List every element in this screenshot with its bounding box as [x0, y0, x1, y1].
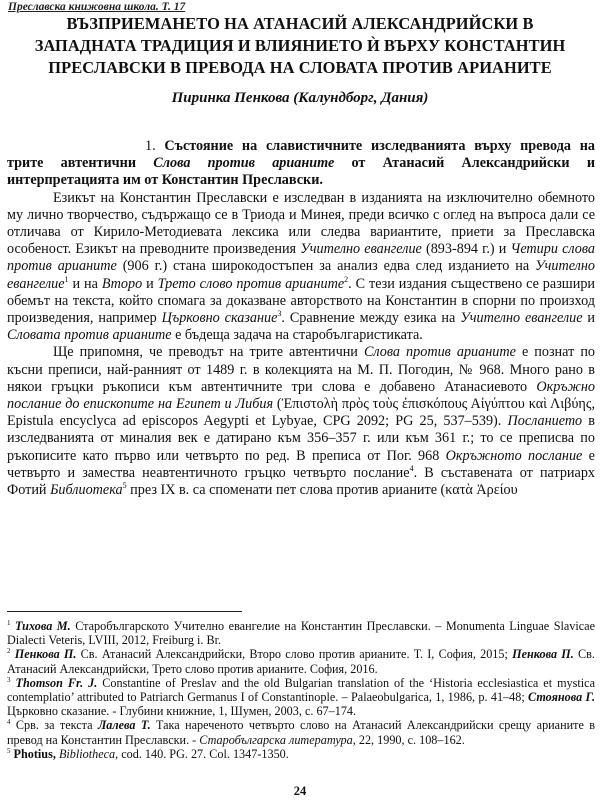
section-heading-text: Състояние на славистичните изследванията върху превода на трите автентични: [7, 138, 595, 172]
footnote: [7, 619, 595, 647]
italic-title: Учително евангелие: [7, 258, 595, 292]
text-run: Езикът на Константин Преславски е изследван в изданията на изключително обемното му лично творчество, съдържащо се в Триода и Минея, преди всичко с оглед на въпроса дали се отличава от Кирило-Методиевата лексика или следва вариантите, приети за Преславска особеност. Езикът на преводните произведения: [7, 189, 595, 258]
footnote-number: 3: [7, 675, 11, 684]
footnote-number: 2: [7, 647, 11, 656]
footnote-text: , cod. 140. PG. 27. Col. 1347-1350.: [115, 746, 289, 761]
footnote-text: , 22, 1990, с. 108–162.: [352, 732, 465, 747]
italic-title: Четири слова против арианите: [7, 241, 596, 275]
section-heading-italic: Слова против арианите: [153, 155, 335, 172]
italic-title: Окръжно послание до епископите на Египет и Либия: [7, 378, 595, 413]
title-line: ЗАПАДНАТА ТРАДИЦИЯ И ВЛИЯНИЕТО Ѝ ВЪРХУ КОНСТАНТИН: [34, 36, 566, 55]
footnote: [7, 718, 595, 746]
footnote-text: Constantine of Preslav and the old Bulgarian translation of the ‘Historia ecclesiastica et mystica contemplatio’ attributed to Patriarch Germanus I of Constantinople. – Palaeobulgarica, 1, 1986, p. 41–48;: [7, 675, 595, 705]
text-run: (893-894 г.) и: [421, 241, 511, 258]
footnote-divider: [7, 611, 242, 612]
footnote-journal: Старобългарска литература: [199, 732, 353, 747]
footnote-text: Св. Атанасий Александрийски, Второ слово против арианите. Т. I, София, 2015;: [76, 647, 513, 662]
footnote-ref[interactable]: 2: [344, 274, 349, 284]
italic-title: Второ: [101, 275, 143, 292]
page-number: 24: [293, 784, 307, 798]
italic-title: Църковно сказание: [161, 310, 278, 327]
text-run: Ще припомня, че преводът на трите автентични: [53, 344, 364, 361]
footnote-author: Пенкова П.: [14, 647, 77, 662]
text-run: (Ἐπιστολὴ πρὸς τοὺς ἐπισκόπους Αἰγύπτου καὶ Λιβύης, Epistula encyclyca ad episcopos Aegypti et Lybyae, CPG 2092; PG 25, 537–539).: [7, 396, 595, 430]
text-run: . Сравнение между езика на: [281, 310, 461, 327]
footnote-ref[interactable]: 5: [122, 481, 127, 491]
text-run: . В съставената от патриарх Фотий: [7, 464, 596, 499]
footnote-author: Thomson Fr. J.: [15, 675, 98, 690]
paragraph: [7, 344, 595, 499]
footnote-author: Пенкова П.: [512, 647, 574, 662]
footnote-author: Стоянова Г.: [528, 690, 596, 705]
text-run: и: [582, 310, 596, 327]
footnote-text: Старобългарското Учително евангелие на Константин Преславски. – Monumenta Linguae Slavicae Dialecti Veteris, LVIII, 2012, Freiburg i. Br.: [7, 619, 596, 648]
footnote-text: Така нареченото четвърто слово на Атанасий Александрийски срещу арианите в превод на Константин Преславски. -: [7, 718, 596, 747]
italic-title: Учително евангелие: [300, 241, 422, 258]
italic-title: Учително евангелие: [460, 310, 583, 327]
section-heading: [7, 138, 595, 190]
footnote-ref[interactable]: 1: [64, 274, 69, 284]
italic-title: Окръжното послание: [445, 447, 583, 464]
article-author: Пиринка Пенкова (Калундборг, Дания): [171, 90, 429, 106]
italic-title: Трето слово против арианите: [157, 275, 345, 292]
footnote: [7, 647, 595, 675]
italic-title: Посланието: [507, 413, 583, 430]
text-run: (906 г.) стана широкодостъпен за анализ едва след изданието на: [116, 258, 536, 275]
running-head: Преславска книжовна школа. Т. 17: [8, 1, 186, 13]
footnote-author: Тихова М.: [15, 619, 71, 633]
text-run: . С тези издания съществено се разшири обемът на текста, който спомага за доказване авторството на Константин в спорни по произход произведения, например: [7, 275, 596, 327]
text-run: и на: [68, 275, 102, 292]
text-run: е четвърто и замества неавтентичното гръцко четвърто послание: [7, 447, 595, 481]
footnote-author: Лалева Т.: [97, 718, 151, 733]
footnote-text: Църковно сказание. - Глубини книжние, 1, Шумен, 2003, с. 67–174.: [7, 704, 357, 719]
italic-title: Библиотека: [50, 482, 123, 499]
paragraph: [7, 190, 595, 345]
footnote: [7, 747, 595, 761]
footnote-author: Photius,: [13, 746, 56, 761]
italic-title: Словата против арианите: [7, 327, 172, 344]
footnote-journal: Bibliotheca: [58, 746, 116, 761]
italic-title: Слова против арианите: [363, 344, 516, 361]
footnote-text: Св. Атанасий Александрийски, Трето слово против арианите. София, 2016.: [7, 647, 595, 676]
section-heading-text: от Атанасий Александрийски и интерпретацията им от Константин Преславски.: [7, 155, 595, 189]
text-run: е бъдеща задача на старобългаристиката.: [171, 327, 423, 344]
text-run: през IX в. са споменати пет слова против арианите (κατὰ Ἀρείου: [126, 482, 518, 499]
section-number: 1.: [145, 138, 165, 154]
text-run: и: [142, 275, 158, 292]
footnote-number: 1: [7, 619, 11, 627]
footnote-ref[interactable]: 3: [277, 309, 282, 319]
text-run: е познат по късни преписи, най-ранният от 1489 г. в колекцията на М. П. Погодин, № 968. Много рано в някои гръцки ръкописи към автентичните три слова е добавено Атанасиевото: [7, 344, 596, 395]
footnote-number: 4: [7, 718, 11, 727]
text-run: в изследванията от миналия век е датирано към 356–357 г. или към 361 г.; то се преписва по ръкописите като първо или четвърто по ред. В преписа от Пог. 968: [7, 413, 596, 464]
footnote-text: Срв. за текста: [15, 718, 98, 733]
article-body: [7, 138, 595, 499]
footnote: [7, 676, 595, 719]
title-line: ВЪЗПРИЕМАНЕТО НА АТАНАСИЙ АЛЕКСАНДРИЙСКИ В: [66, 14, 534, 33]
title-line: ПРЕСЛАВСКИ В ПРЕВОДА НА СЛОВАТА ПРОТИВ АРИАНИТЕ: [48, 58, 552, 77]
footnotes: [7, 619, 595, 761]
footnote-number: 5: [7, 746, 11, 755]
footnote-ref[interactable]: 4: [409, 463, 414, 473]
article-title: [6, 13, 594, 79]
